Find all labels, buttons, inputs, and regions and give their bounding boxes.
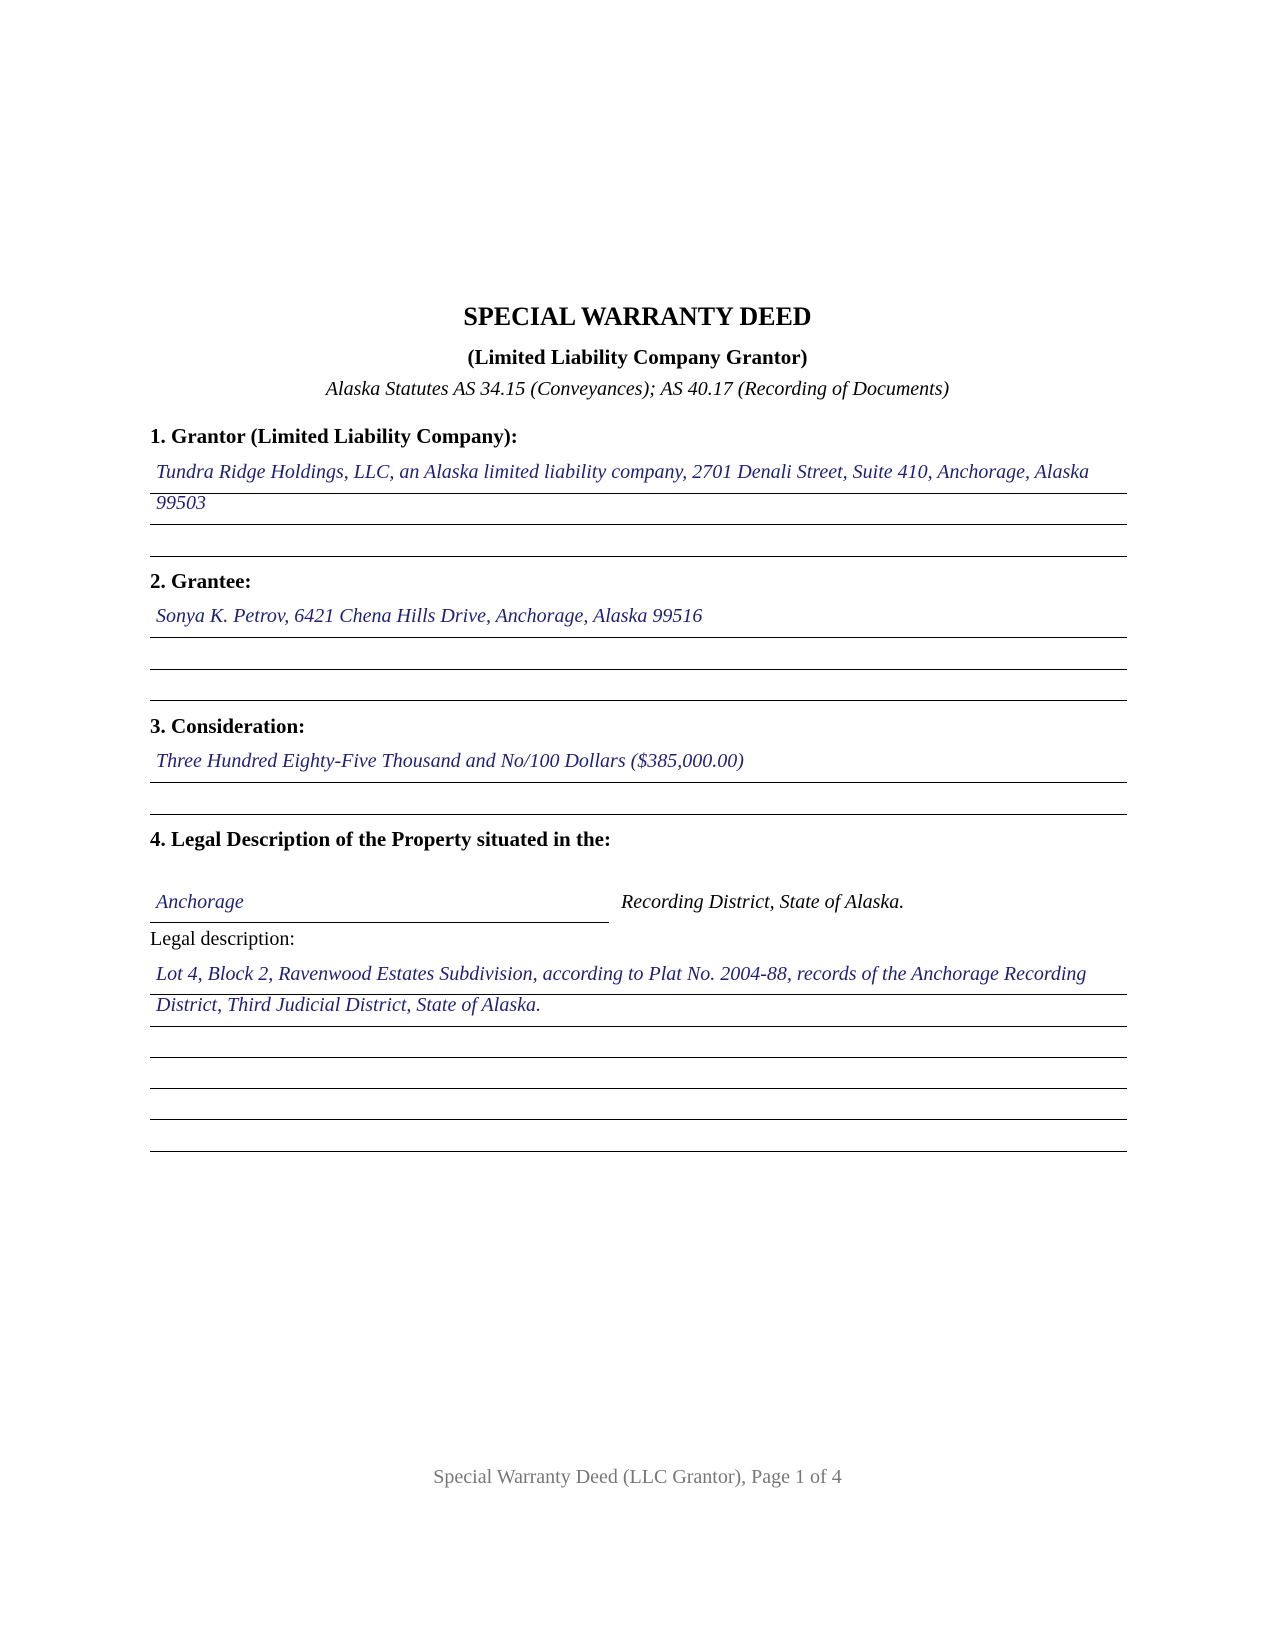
grantee-field[interactable]: Sonya K. Petrov, 6421 Chena Hills Drive, Anchorage, Alaska 99516 — [156, 605, 703, 627]
grantee-heading: 2. Grantee: — [150, 569, 252, 593]
consideration-line-1 — [150, 782, 1127, 783]
recording-district-line — [150, 922, 609, 923]
legal-line-2 — [150, 1026, 1127, 1027]
grantor-line-2 — [150, 524, 1127, 525]
legal-line-6 — [150, 1151, 1127, 1152]
recording-district-suffix: Recording District, State of Alaska. — [621, 891, 905, 913]
grantee-line-2 — [150, 669, 1127, 670]
grantee-line-1 — [150, 637, 1127, 638]
legal-line-4 — [150, 1088, 1127, 1089]
grantor-field[interactable]: Tundra Ridge Holdings, LLC, an Alaska limited liability company, 2701 Denali Street, Suite 410, Anchorage, Alaska 99503 — [156, 461, 1090, 514]
statute-reference: Alaska Statutes AS 34.15 (Conveyances); AS 40.17 (Recording of Documents) — [325, 378, 950, 400]
consideration-heading: 3. Consideration: — [150, 714, 306, 738]
consideration-field[interactable]: Three Hundred Eighty-Five Thousand and No/100 Dollars ($385,000.00) — [156, 750, 744, 772]
grantor-line-3 — [150, 556, 1127, 557]
page-footer: Special Warranty Deed (LLC Grantor), Page 1 of 4 — [433, 1466, 842, 1488]
grantor-line-1 — [150, 493, 1127, 494]
legal-line-3 — [150, 1057, 1127, 1058]
legal-line-1 — [150, 994, 1127, 995]
document-title: SPECIAL WARRANTY DEED — [463, 302, 812, 331]
legal-description-field[interactable]: Lot 4, Block 2, Ravenwood Estates Subdivision, according to Plat No. 2004-88, records of the Anchorage Recording District, Third Judicial District, State of Alaska. — [156, 963, 1087, 1016]
consideration-line-2 — [150, 814, 1127, 815]
legal-line-5 — [150, 1119, 1127, 1120]
grantee-line-3 — [150, 700, 1127, 701]
grantor-heading: 1. Grantor (Limited Liability Company): — [150, 424, 518, 448]
recording-district-field[interactable]: Anchorage — [156, 891, 244, 913]
legal-description-label: Legal description: — [150, 928, 295, 950]
document-subtitle: (Limited Liability Company Grantor) — [467, 345, 808, 369]
legal-heading: 4. Legal Description of the Property situated in the: — [150, 827, 611, 851]
